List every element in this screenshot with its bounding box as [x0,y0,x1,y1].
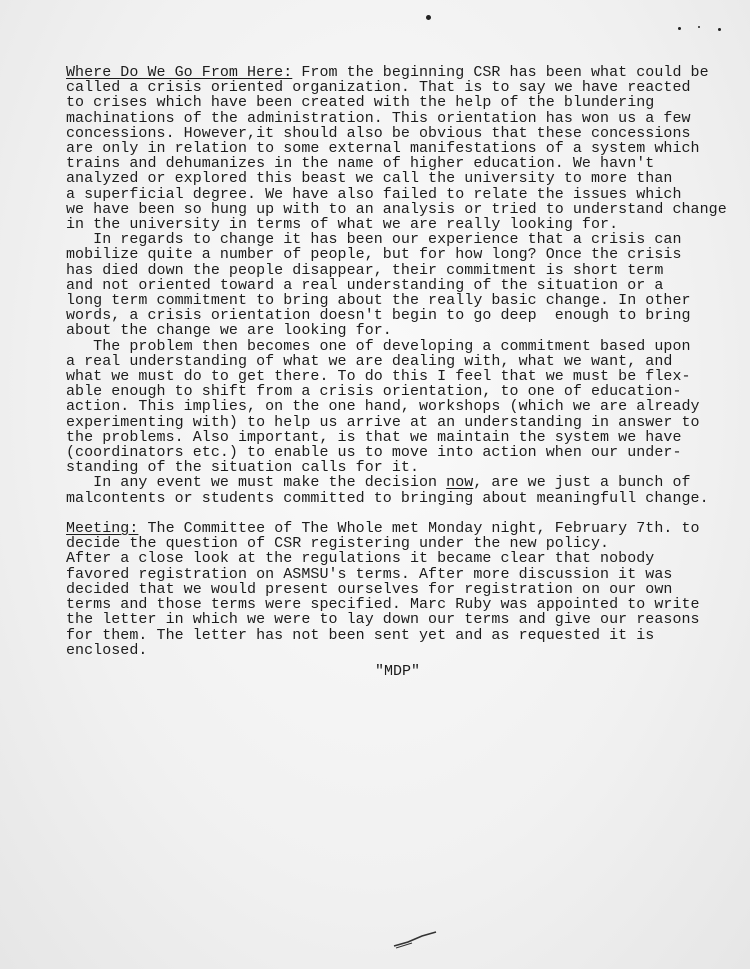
paragraph-line: Meeting: The Committee of The Whole met Monday night, February 7th. to [66,520,700,538]
paragraph-line: trains and dehumanizes in the name of higher education. We havn't [66,155,655,173]
paragraph-line: Where Do We Go From Here: From the beginning CSR has been what could be [66,64,709,81]
paragraph-line: machinations of the administration. This orientation has won us a few [66,109,691,127]
paragraph-line: After a close look at the regulations it became clear that nobody [66,550,655,568]
paragraph-line: decide the question of CSR registering under the new policy. [66,535,610,553]
signature-initials: "MDP" [375,663,421,680]
section-where-do-we-go-lines [66,80,736,475]
paragraph-line: In regards to change it has been our experience that a crisis can [66,231,682,249]
paragraph-line: experimenting with) to help us arrive at an understanding in answer to [66,413,700,431]
section-meeting-lines [66,536,736,658]
paragraph-line: a real understanding of what we are dealing with, what we want, and [66,352,673,370]
paragraph-line: words, a crisis orientation doesn't begin to go deep enough to bring [66,307,691,325]
paragraph-line: concessions. However,it should also be obvious that these concessions [66,124,691,142]
document-body [66,65,736,658]
paragraph-line: to crises which have been created with the help of the blundering [66,94,655,112]
paragraph-line: what we must do to get there. To do this I feel that we must be flex- [66,368,691,386]
paragraph-line: action. This implies, on the one hand, workshops (which we are already [66,398,700,416]
section-heading-meeting: Meeting: [66,520,139,538]
paragraph-line: has died down the people disappear, their commitment is short term [66,261,664,279]
paragraph-line: The problem then becomes one of developing a commitment based upon [66,337,691,355]
paragraph-line: favored registration on ASMSU's terms. After more discussion it was [66,565,673,583]
paragraph-line: called a crisis oriented organization. That is to say we have reacted [66,79,691,97]
ink-speck [698,26,700,28]
paragraph-gap [66,506,736,521]
paragraph-line: terms and those terms were specified. Marc Ruby was appointed to write [66,596,700,614]
paragraph-line: in the university in terms of what we are really looking for. [66,216,619,234]
paragraph-line: In any event we must make the decision now, are we just a bunch of [66,474,691,492]
emphasis-now: now [446,474,474,492]
paragraph-line: (coordinators etc.) to enable us to move into action when our under- [66,444,682,462]
paragraph-line: we have been so hung up with to an analysis or tried to understand change [66,200,727,218]
paragraph-line: standing of the situation calls for it. [66,459,420,477]
section-heading-where-do-we-go: Where Do We Go From Here: [66,64,293,81]
paragraph-line: malcontents or students committed to bringing about meaningfull change. [66,489,709,507]
pen-mark [392,930,438,950]
paragraph-line: a superficial degree. We have also failed to relate the issues which [66,185,682,203]
paragraph-line: analyzed or explored this beast we call the university to more than [66,170,673,188]
paragraph-line: enclosed. [66,641,148,659]
paragraph-line: decided that we would present ourselves for registration on our own [66,580,673,598]
ink-speck [426,15,431,20]
paragraph-line: about the change we are looking for. [66,322,392,340]
paragraph-line: long term commitment to bring about the really basic change. In other [66,292,691,310]
paragraph-line: for them. The letter has not been sent yet and as requested it is [66,626,655,644]
paragraph-line: the letter in which we were to lay down our terms and give our reasons [66,611,700,629]
ink-speck [678,27,681,30]
paragraph-line: the problems. Also important, is that we maintain the system we have [66,428,682,446]
ink-speck [718,28,721,31]
paragraph-line: and not oriented toward a real understanding of the situation or a [66,276,664,294]
paragraph-line: are only in relation to some external manifestations of a system which [66,140,700,158]
paragraph-line: able enough to shift from a crisis orientation, to one of education- [66,383,682,401]
paragraph-line: mobilize quite a number of people, but for how long? Once the crisis [66,246,682,264]
